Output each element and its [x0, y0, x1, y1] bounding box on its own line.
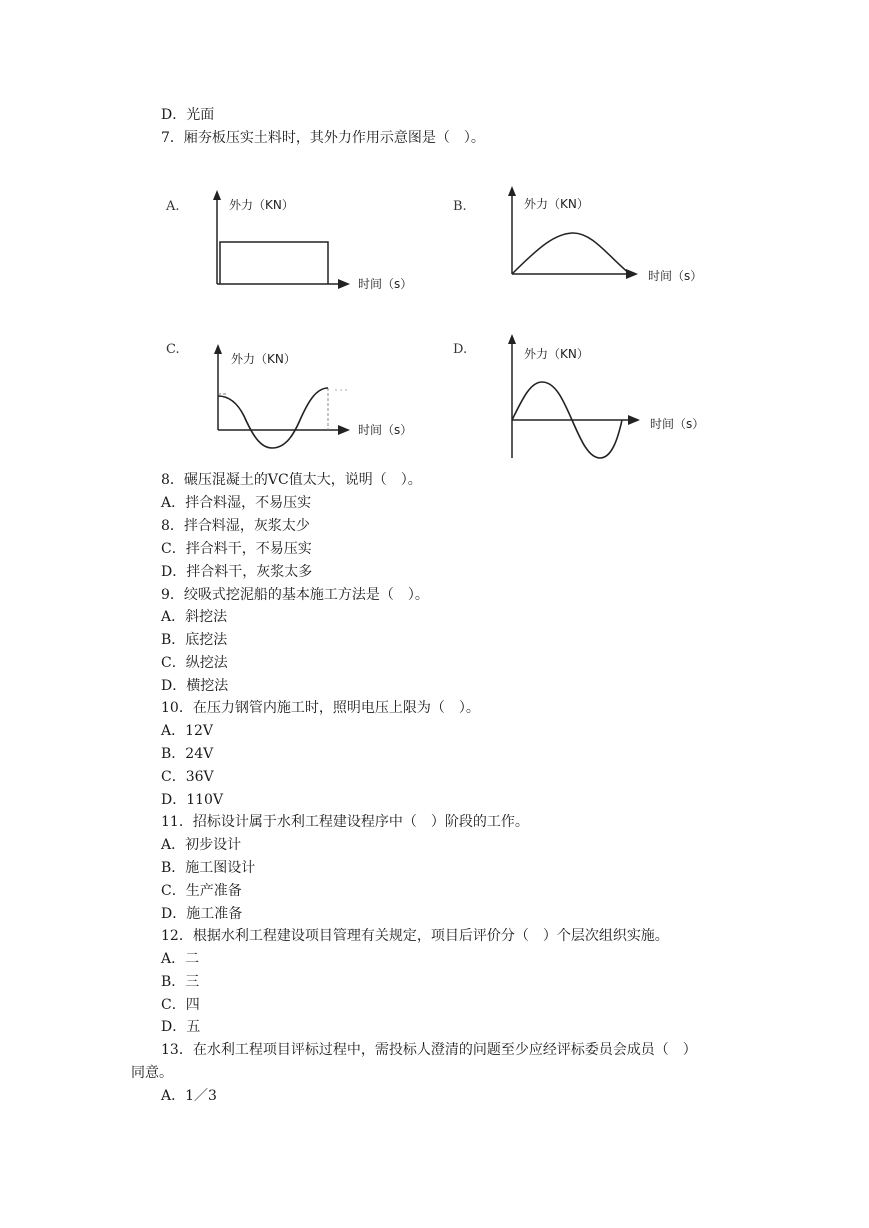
option-line: B．施工图设计: [161, 860, 256, 876]
option-line: B．底挖法: [161, 632, 228, 648]
figure-a-letter: A.: [166, 199, 180, 214]
question-10: 10．在压力钢管内施工时，照明电压上限为（ ）。: [161, 700, 480, 716]
option-line: A．二: [161, 951, 200, 967]
question-7: 7．厢夯板压实土料时，其外力作用示意图是（ ）。: [161, 130, 485, 146]
option-line: D．五: [161, 1019, 201, 1035]
option-line: D．横挖法: [161, 678, 229, 694]
option-line: C．36V: [161, 769, 214, 785]
option-line: D．110V: [161, 792, 224, 808]
figure-b-ylabel: 外力（KN）: [524, 197, 589, 211]
option-line: C．拌合料干，不易压实: [161, 541, 312, 557]
option-line: C．生产准备: [161, 883, 242, 899]
figure-d-xlabel: 时间（s）: [650, 417, 705, 431]
figure-c-xlabel: 时间（s）: [358, 423, 413, 437]
figure-c: [200, 344, 430, 459]
question-12: 12．根据水利工程建设项目管理有关规定，项目后评价分（ ）个层次组织实施。: [161, 928, 669, 944]
figure-c-ylabel: 外力（KN）: [231, 352, 296, 366]
option-line: A．初步设计: [161, 837, 242, 853]
figure-a-xlabel: 时间（s）: [358, 277, 413, 291]
option-line: A．斜挖法: [161, 609, 228, 625]
option-line: 8．拌合料湿，灰浆太少: [161, 518, 310, 534]
figure-a: [200, 190, 430, 300]
figure-d-letter: D.: [453, 342, 468, 357]
figure-b-xlabel: 时间（s）: [648, 269, 703, 283]
option-line: D．拌合料干，灰浆太多: [161, 564, 313, 580]
option-line: B．三: [161, 974, 200, 990]
option-line: D．光面: [161, 107, 215, 123]
question-13-continued: 同意。: [131, 1065, 173, 1081]
figure-b: [500, 186, 730, 296]
question-11: 11．招标设计属于水利工程建设程序中（ ）阶段的工作。: [161, 814, 529, 830]
figure-b-letter: B.: [453, 199, 467, 214]
question-9: 9．绞吸式挖泥船的基本施工方法是（ ）。: [161, 587, 429, 603]
question-13: 13．在水利工程项目评标过程中，需投标人澄清的问题至少应经评标委员会成员（ ）: [161, 1042, 697, 1058]
option-line: A．1／3: [161, 1088, 217, 1104]
question-8: 8．碾压混凝土的VC值太大，说明（ ）。: [161, 472, 422, 488]
option-line: D．施工准备: [161, 906, 243, 922]
option-line: A．拌合料湿，不易压实: [161, 495, 312, 511]
figure-d-ylabel: 外力（KN）: [524, 347, 589, 361]
option-line: C．纵挖法: [161, 655, 228, 671]
option-line: A．12V: [161, 723, 214, 739]
figure-d: [498, 334, 728, 464]
option-line: C．四: [161, 997, 200, 1013]
figure-c-letter: C.: [166, 342, 180, 357]
option-line: B．24V: [161, 746, 214, 762]
figure-a-ylabel: 外力（KN）: [229, 198, 294, 212]
